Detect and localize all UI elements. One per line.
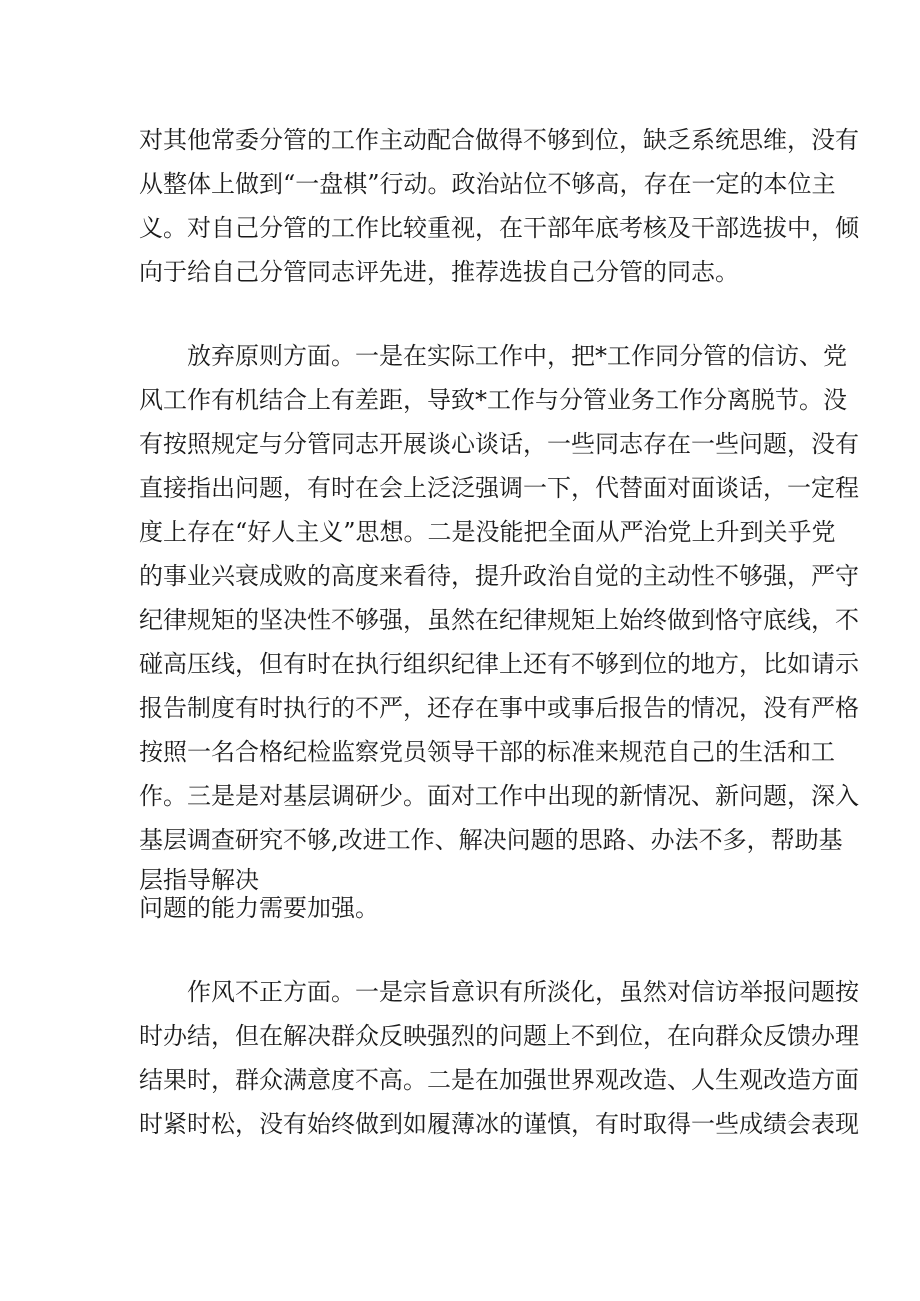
paragraph-1-line-2: 从整体上做到“一盘棋”行动。政治站位不够高，存在一定的本位主: [139, 170, 836, 198]
paragraph-2-line-2: 风工作有机结合上有差距，导致*工作与分管业务工作分离脱节。没: [139, 386, 847, 414]
paragraph-2-line-6: 的事业兴衰成败的高度来看待，提升政治自觉的主动性不够强，严守: [139, 562, 859, 590]
paragraph-3-line-4: 时紧时松，没有始终做到如履薄冰的谨慎，有时取得一些成绩会表现: [139, 1110, 859, 1138]
paragraph-1-line-3: 义。对自己分管的工作比较重视，在干部年底考核及干部选拔中，倾: [139, 214, 859, 242]
paragraph-2-line-10: 按照一名合格纪检监察党员领导干部的标准来规范自己的生活和工: [139, 738, 835, 766]
paragraph-2-line-4: 直接指出问题，有时在会上泛泛强调一下，代替面对面谈话，一定程: [139, 474, 859, 502]
paragraph-2-line-3: 有按照规定与分管同志开展谈心谈话，一些同志存在一些问题，没有: [139, 430, 859, 458]
paragraph-3-line-2: 时办结，但在解决群众反映强烈的问题上不到位，在向群众反馈办理: [139, 1022, 859, 1050]
paragraph-2-line-7: 纪律规矩的坚决性不够强，虽然在纪律规矩上始终做到恪守底线，不: [139, 606, 859, 634]
paragraph-2-line-8: 碰高压线，但有时在执行组织纪律上还有不够到位的地方，比如请示: [139, 650, 859, 678]
paragraph-1-line-4: 向于给自己分管同志评先进，推荐选拔自己分管的同志。: [139, 258, 739, 286]
paragraph-1-line-1: 对其他常委分管的工作主动配合做得不够到位，缺乏系统思维，没有: [139, 126, 859, 154]
paragraph-2-line-9: 报告制度有时执行的不严，还存在事中或事后报告的情况，没有严格: [139, 694, 859, 722]
paragraph-2-line-1: 放弃原则方面。一是在实际工作中，把*工作同分管的信访、党: [187, 342, 847, 370]
paragraph-2-line-12: 基层调查研究不够,改进工作、解决问题的思路、办法不多，帮助基: [139, 826, 843, 854]
paragraph-3-line-1: 作风不正方面。一是宗旨意识有所淡化，虽然对信访举报问题按: [187, 978, 859, 1006]
paragraph-2-line-11: 作。三是是对基层调研少。面对工作中出现的新情况、新问题，深入: [139, 782, 859, 810]
paragraph-2-line-5: 度上存在“好人主义”思想。二是没能把全面从严治党上升到关乎党: [139, 518, 836, 546]
paragraph-2-line-13: 层指导解决: [139, 866, 259, 894]
paragraph-2-line-14: 问题的能力需要加强。: [139, 894, 379, 922]
paragraph-3-line-3: 结果时，群众满意度不高。二是在加强世界观改造、人生观改造方面: [139, 1066, 859, 1094]
